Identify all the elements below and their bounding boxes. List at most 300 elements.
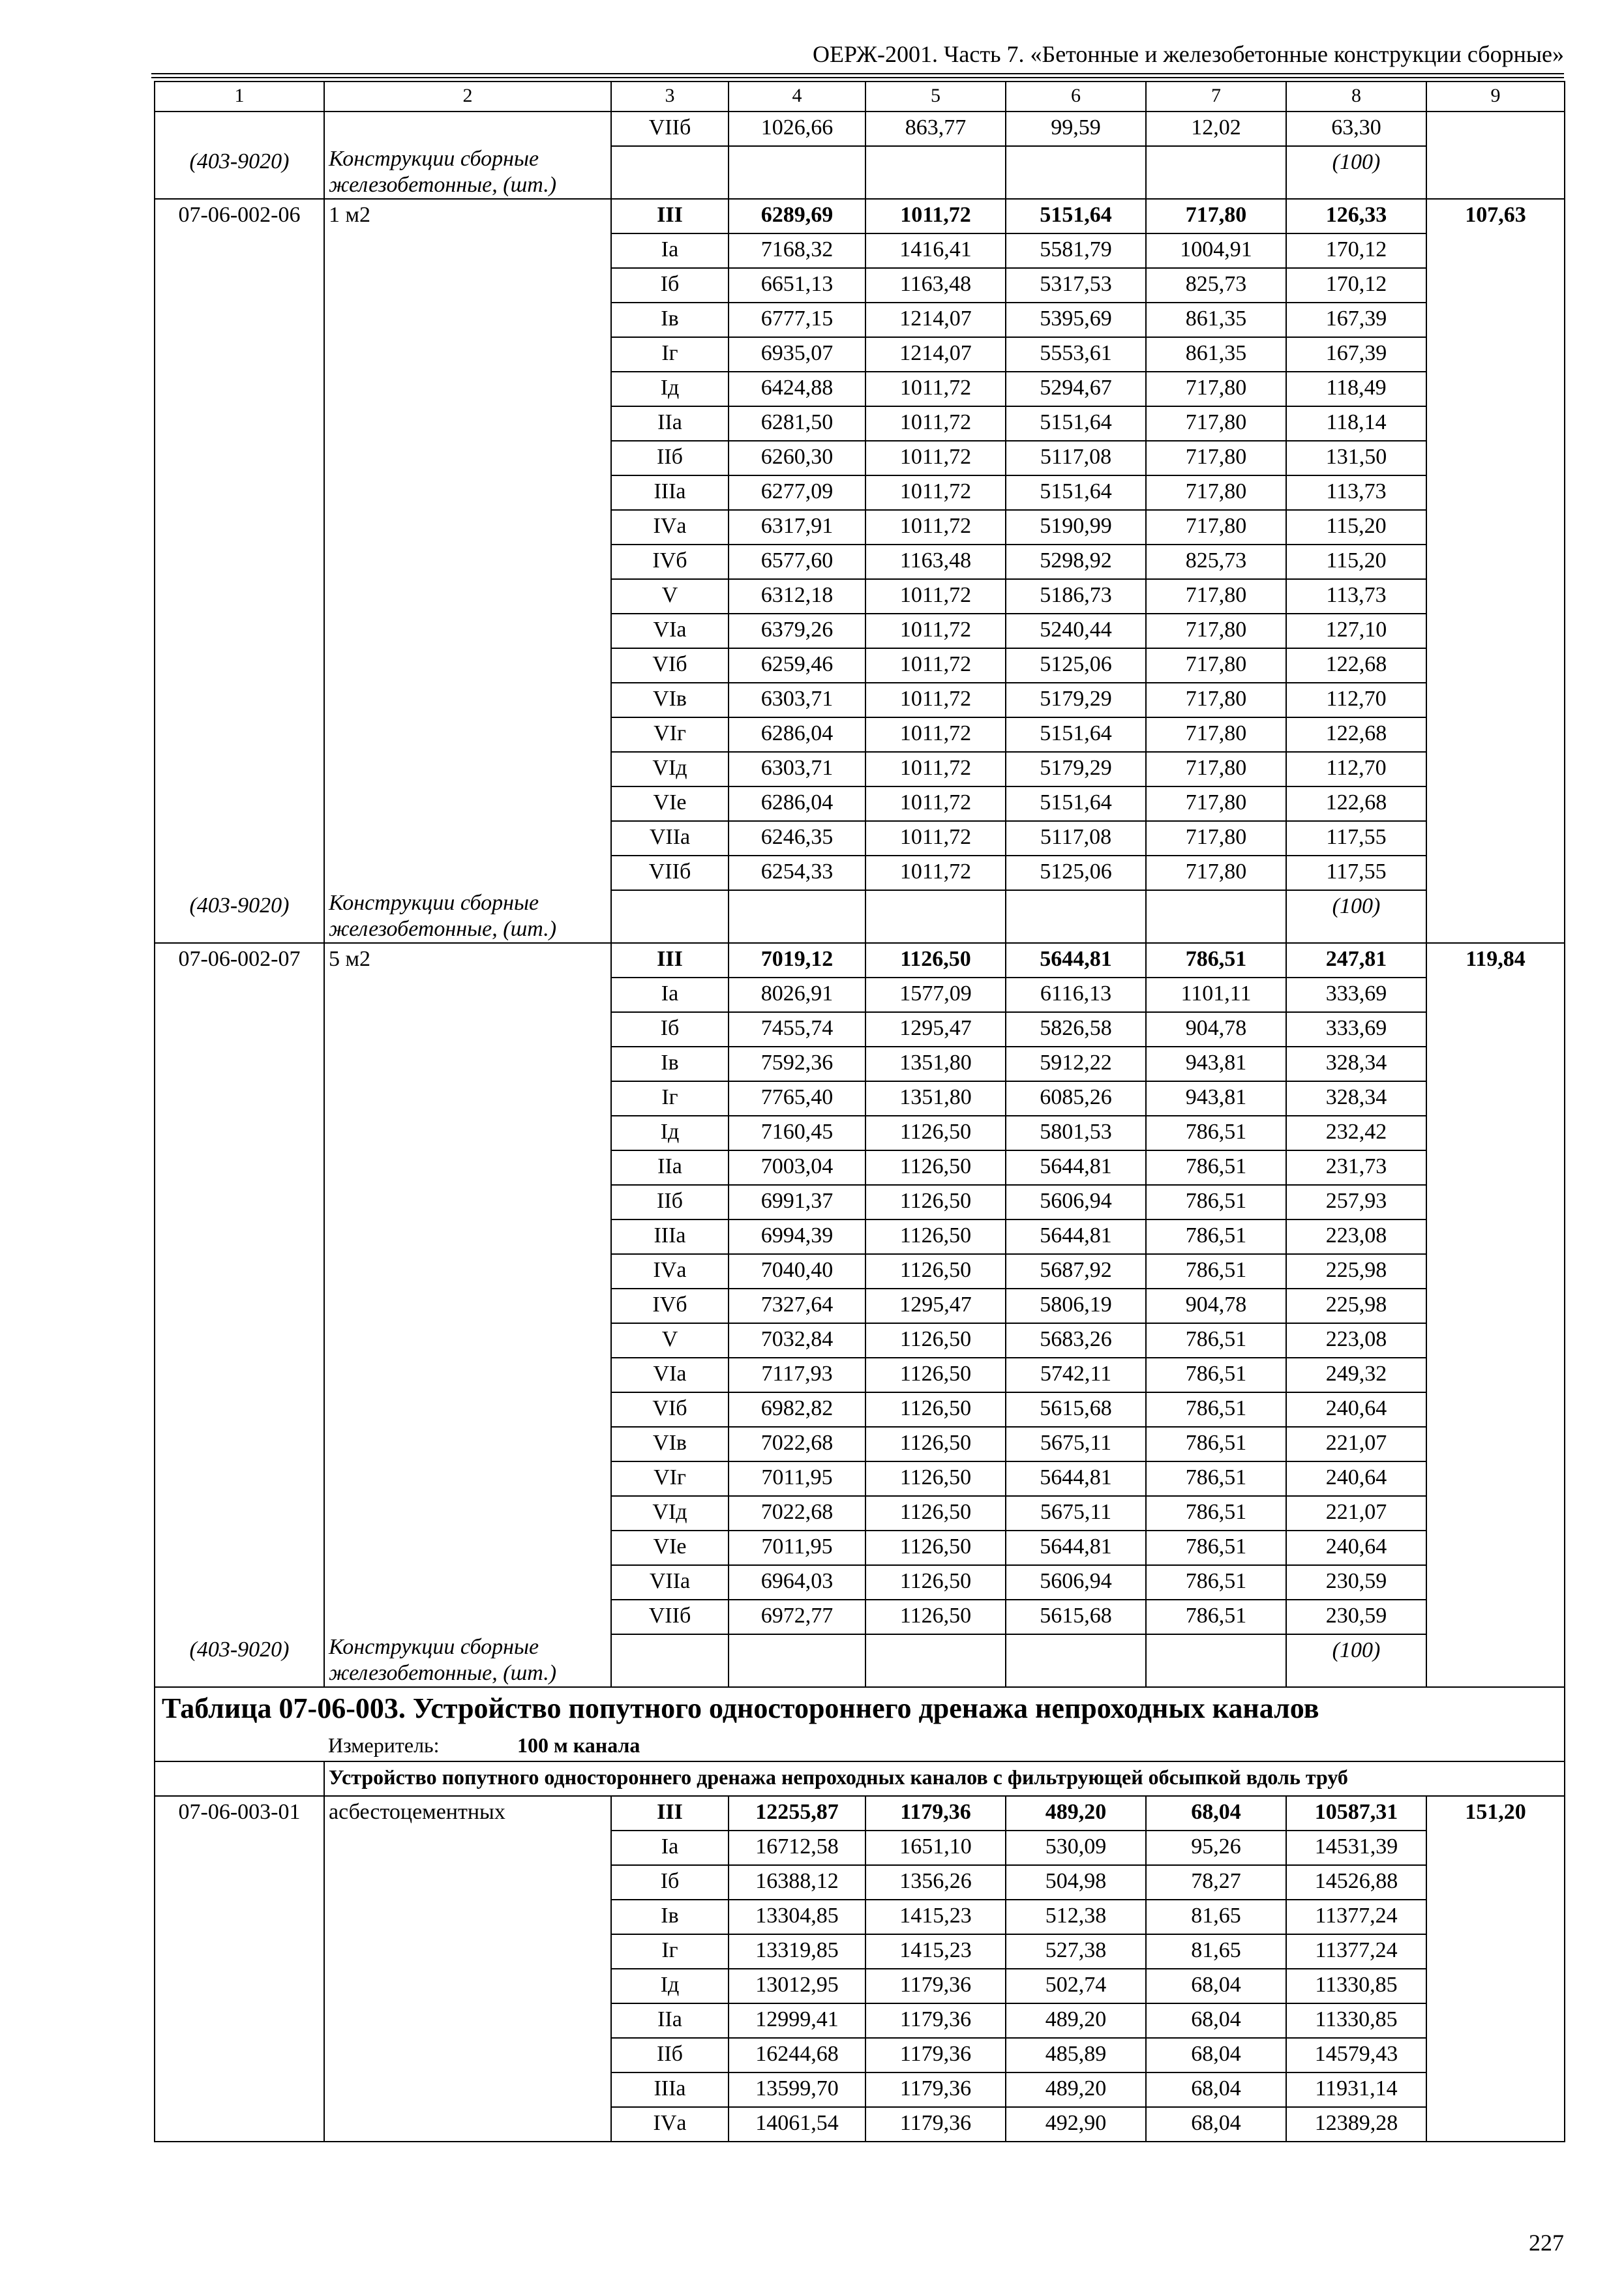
- cell-code: [155, 1392, 324, 1427]
- table-row: [155, 510, 1565, 545]
- cell-value: 1351,80: [865, 1047, 1006, 1081]
- cell-code: [155, 337, 324, 372]
- cell-value: 6964,03: [729, 1565, 865, 1600]
- cell-value: 6303,71: [729, 752, 865, 786]
- cell-value: 6991,37: [729, 1185, 865, 1219]
- cell-value: 333,69: [1286, 1012, 1426, 1047]
- cell-value: 7011,95: [729, 1461, 865, 1496]
- row-c9: 107,63: [1426, 199, 1565, 233]
- cell-unit: [324, 510, 611, 545]
- table-row: [155, 1012, 1565, 1047]
- cell-zone: IVа: [611, 2107, 729, 2142]
- cell-value: 113,73: [1286, 475, 1426, 510]
- cell-unit: [324, 406, 611, 441]
- cell-value: 504,98: [1006, 1865, 1146, 1900]
- cell-value: 717,80: [1146, 821, 1286, 856]
- cell-unit: [324, 2003, 611, 2038]
- column-number: 6: [1006, 82, 1146, 112]
- cell-value: 861,35: [1146, 337, 1286, 372]
- cell-value: 5298,92: [1006, 545, 1146, 579]
- header-rule: [151, 73, 1564, 74]
- cell-value: 1126,50: [865, 1219, 1006, 1254]
- cell-value: 230,59: [1286, 1600, 1426, 1634]
- table-row: [155, 337, 1565, 372]
- cell-code: [155, 233, 324, 268]
- cell-value: 5644,81: [1006, 1150, 1146, 1185]
- column-number: 5: [865, 82, 1006, 112]
- cell-value: 1416,41: [865, 233, 1006, 268]
- cell-value: 11931,14: [1286, 2072, 1426, 2107]
- cell-zone: III: [611, 199, 729, 233]
- cell-value: 5615,68: [1006, 1600, 1146, 1634]
- cell-zone: VIг: [611, 717, 729, 752]
- table-row: [155, 268, 1565, 303]
- cell-c9: [1426, 545, 1565, 579]
- cell-value: 115,20: [1286, 510, 1426, 545]
- cell-value: 6972,77: [729, 1600, 865, 1634]
- cell-zone: VIIа: [611, 1565, 729, 1600]
- table-row: [155, 943, 1565, 978]
- column-number: 2: [324, 82, 611, 112]
- cell-c9: [1426, 579, 1565, 614]
- cell-value: 5606,94: [1006, 1185, 1146, 1219]
- table-row: [155, 303, 1565, 337]
- cell-value: 12255,87: [729, 1796, 865, 1831]
- cell-code: [155, 1012, 324, 1047]
- cell-value: 1126,50: [865, 1531, 1006, 1565]
- cell-empty: [729, 1634, 865, 1687]
- cell-value: 7160,45: [729, 1116, 865, 1150]
- cell-value: 5826,58: [1006, 1012, 1146, 1047]
- table-row: [155, 1358, 1565, 1392]
- cell-c9: [1426, 112, 1565, 146]
- header-rule-double: [151, 77, 1564, 78]
- table-row: [155, 2003, 1565, 2038]
- cell-value: 131,50: [1286, 441, 1426, 475]
- cell-value: 1126,50: [865, 1150, 1006, 1185]
- cell-zone: IIIа: [611, 1219, 729, 1254]
- cell-zone: Iд: [611, 1969, 729, 2003]
- table-row: [155, 1900, 1565, 1934]
- cell-value: 118,14: [1286, 406, 1426, 441]
- cell-code: [155, 1047, 324, 1081]
- cell-c9: [1426, 1116, 1565, 1150]
- cell-unit: [324, 303, 611, 337]
- cell-value: 1295,47: [865, 1289, 1006, 1323]
- cell-c9: [1426, 1565, 1565, 1600]
- cell-code: [155, 752, 324, 786]
- cell-value: 5644,81: [1006, 1461, 1146, 1496]
- row-code: 07-06-002-07: [155, 943, 324, 978]
- cell-value: 333,69: [1286, 978, 1426, 1012]
- cell-value: 1011,72: [865, 475, 1006, 510]
- table-row: [155, 1323, 1565, 1358]
- cell-c9: [1426, 1219, 1565, 1254]
- cell-value: 5801,53: [1006, 1116, 1146, 1150]
- cell-value: 786,51: [1146, 1496, 1286, 1531]
- cell-value: 1651,10: [865, 1831, 1006, 1865]
- cell-value: 225,98: [1286, 1289, 1426, 1323]
- cell-unit: [324, 1185, 611, 1219]
- cell-code: [155, 717, 324, 752]
- cell-value: 6286,04: [729, 786, 865, 821]
- cell-value: 5151,64: [1006, 786, 1146, 821]
- cell-empty: [1006, 1634, 1146, 1687]
- cell-value: 1214,07: [865, 303, 1006, 337]
- cell-value: 6935,07: [729, 337, 865, 372]
- cell-value: 5317,53: [1006, 268, 1146, 303]
- cell-unit: [324, 1012, 611, 1047]
- cell-c9: [1426, 233, 1565, 268]
- cell-c9: [1426, 337, 1565, 372]
- cell-value: 7117,93: [729, 1358, 865, 1392]
- cell-value: 12999,41: [729, 2003, 865, 2038]
- cell-c9: [1426, 2038, 1565, 2072]
- cell-c9: [1426, 1150, 1565, 1185]
- cell-code: [155, 2038, 324, 2072]
- cell-value: 717,80: [1146, 441, 1286, 475]
- cell-unit: [324, 1289, 611, 1323]
- cell-value: 11377,24: [1286, 1934, 1426, 1969]
- cell-code: [155, 303, 324, 337]
- cell-empty: [865, 146, 1006, 199]
- cell-value: 68,04: [1146, 1796, 1286, 1831]
- cell-c9: [1426, 978, 1565, 1012]
- cell-zone: IIб: [611, 1185, 729, 1219]
- cell-empty: [865, 1634, 1006, 1687]
- table-row: [155, 1865, 1565, 1900]
- cell-value: 6085,26: [1006, 1081, 1146, 1116]
- cell-zone: Iа: [611, 1831, 729, 1865]
- cell-value: 530,09: [1006, 1831, 1146, 1865]
- table-row: [155, 1219, 1565, 1254]
- table-row: [155, 2107, 1565, 2142]
- running-header: ОЕРЖ-2001. Часть 7. «Бетонные и железобетонные конструкции сборные»: [813, 41, 1564, 67]
- cell-value: 489,20: [1006, 2003, 1146, 2038]
- cell-code: [155, 1831, 324, 1865]
- table-row: [155, 1427, 1565, 1461]
- cell-value: 786,51: [1146, 1323, 1286, 1358]
- cell-value: 786,51: [1146, 943, 1286, 978]
- cell-c9: [1426, 475, 1565, 510]
- cell-zone: Iб: [611, 1012, 729, 1047]
- cell-code: [155, 1900, 324, 1934]
- cell-value: 5912,22: [1006, 1047, 1146, 1081]
- cell-zone: Iа: [611, 233, 729, 268]
- table-row: [155, 683, 1565, 717]
- cell-value: 1126,50: [865, 1392, 1006, 1427]
- cell-value: 904,78: [1146, 1012, 1286, 1047]
- cell-zone: VIб: [611, 648, 729, 683]
- cell-value: 232,42: [1286, 1116, 1426, 1150]
- cell-value: 717,80: [1146, 579, 1286, 614]
- cell-value: 5151,64: [1006, 406, 1146, 441]
- cell-value: 221,07: [1286, 1496, 1426, 1531]
- cell-unit: [324, 1254, 611, 1289]
- cell-unit: [324, 1219, 611, 1254]
- cell-value: 786,51: [1146, 1531, 1286, 1565]
- cell-unit: [324, 1461, 611, 1496]
- cell-value: 786,51: [1146, 1219, 1286, 1254]
- cell-value: 861,35: [1146, 303, 1286, 337]
- cell-zone: IIа: [611, 406, 729, 441]
- cell-code: [155, 372, 324, 406]
- cell-unit: [324, 545, 611, 579]
- cell-c9: [1426, 1969, 1565, 2003]
- cell-value: 5606,94: [1006, 1565, 1146, 1600]
- cell-code: [155, 475, 324, 510]
- cell-value: 1295,47: [865, 1012, 1006, 1047]
- cell-value: 1577,09: [865, 978, 1006, 1012]
- column-number: 1: [155, 82, 324, 112]
- row-unit: 1 м2: [324, 199, 611, 233]
- cell-value: 7003,04: [729, 1150, 865, 1185]
- cell-zone: Iб: [611, 1865, 729, 1900]
- row-code: 07-06-002-06: [155, 199, 324, 233]
- cell-value: 1011,72: [865, 856, 1006, 890]
- cell-empty: [611, 890, 729, 943]
- cell-value: 225,98: [1286, 1254, 1426, 1289]
- cell-value: 717,80: [1146, 372, 1286, 406]
- cell-value: 1356,26: [865, 1865, 1006, 1900]
- cell-unit: [324, 2038, 611, 2072]
- cell-value: 112,70: [1286, 683, 1426, 717]
- cell-code: [155, 1185, 324, 1219]
- cell-value: 6259,46: [729, 648, 865, 683]
- cell-value: 5395,69: [1006, 303, 1146, 337]
- cell-value: 16712,58: [729, 1831, 865, 1865]
- cell-value: 7592,36: [729, 1047, 865, 1081]
- cell-value: 904,78: [1146, 1289, 1286, 1323]
- cell-unit: [324, 1496, 611, 1531]
- table-row: [155, 1254, 1565, 1289]
- cell-unit: [324, 1969, 611, 2003]
- cell-value: 12,02: [1146, 112, 1286, 146]
- cell-value: 1126,50: [865, 1565, 1006, 1600]
- cell-value: 6577,60: [729, 545, 865, 579]
- cell-zone: IIа: [611, 2003, 729, 2038]
- cell-value: 7765,40: [729, 1081, 865, 1116]
- column-number-row: [155, 82, 1565, 112]
- cell-zone: V: [611, 1323, 729, 1358]
- cell-unit: [324, 752, 611, 786]
- cell-zone: Iг: [611, 1934, 729, 1969]
- cell-empty: [729, 890, 865, 943]
- cell-c9: [1426, 1934, 1565, 1969]
- cell-value: 122,68: [1286, 786, 1426, 821]
- cell-c9: [1426, 890, 1565, 943]
- resource-name: Конструкции сборные железобетонные, (шт.): [324, 146, 611, 199]
- table-row: [155, 372, 1565, 406]
- cell-c9: [1426, 1461, 1565, 1496]
- cell-value: 717,80: [1146, 199, 1286, 233]
- cell-c9: [1426, 146, 1565, 199]
- table-row: [155, 1831, 1565, 1865]
- cell-unit: [324, 112, 611, 146]
- table-row: [155, 1565, 1565, 1600]
- cell-c9: [1426, 1392, 1565, 1427]
- cell-value: 5179,29: [1006, 683, 1146, 717]
- cell-value: 170,12: [1286, 233, 1426, 268]
- cell-value: 13599,70: [729, 2072, 865, 2107]
- cell-value: 6312,18: [729, 579, 865, 614]
- cell-unit: [324, 1934, 611, 1969]
- table-row: [155, 406, 1565, 441]
- cell-code: [155, 2107, 324, 2142]
- cell-c9: [1426, 406, 1565, 441]
- cell-value: 717,80: [1146, 475, 1286, 510]
- table-row: [155, 1531, 1565, 1565]
- cell-value: 68,04: [1146, 2072, 1286, 2107]
- cell-code: [155, 1461, 324, 1496]
- cell-zone: VIа: [611, 1358, 729, 1392]
- cell-value: 5294,67: [1006, 372, 1146, 406]
- cell-value: 167,39: [1286, 303, 1426, 337]
- cell-unit: [324, 1565, 611, 1600]
- resource-code: (403-9020): [155, 146, 324, 199]
- cell-value: 1011,72: [865, 752, 1006, 786]
- cell-value: 502,74: [1006, 1969, 1146, 2003]
- cell-zone: VIв: [611, 683, 729, 717]
- cell-value: 7032,84: [729, 1323, 865, 1358]
- cell-value: 6317,91: [729, 510, 865, 545]
- cell-unit: [324, 268, 611, 303]
- cell-unit: [324, 614, 611, 648]
- table-title: Таблица 07-06-003. Устройство попутного одностороннего дренажа непроходных каналов: [155, 1687, 1565, 1731]
- cell-code: [155, 1865, 324, 1900]
- cell-value: 7455,74: [729, 1012, 865, 1047]
- cell-value: 485,89: [1006, 2038, 1146, 2072]
- table-row: [155, 786, 1565, 821]
- cell-value: 5644,81: [1006, 943, 1146, 978]
- cell-value: 1011,72: [865, 683, 1006, 717]
- cell-value: 63,30: [1286, 112, 1426, 146]
- cell-zone: IVа: [611, 1254, 729, 1289]
- cell-value: 1179,36: [865, 1969, 1006, 2003]
- cell-value: 5615,68: [1006, 1392, 1146, 1427]
- cell-unit: [324, 821, 611, 856]
- cell-code: [155, 786, 324, 821]
- table-row: [155, 475, 1565, 510]
- cell-value: 240,64: [1286, 1531, 1426, 1565]
- cell-value: 117,55: [1286, 821, 1426, 856]
- cell-zone: III: [611, 1796, 729, 1831]
- table-row: [155, 1934, 1565, 1969]
- cell-value: 16388,12: [729, 1865, 865, 1900]
- cell-code: [155, 1289, 324, 1323]
- meter-cell: [324, 1731, 1565, 1761]
- cell-unit: [324, 441, 611, 475]
- cell-value: 6254,33: [729, 856, 865, 890]
- cell-value: 1126,50: [865, 1496, 1006, 1531]
- cell-value: 786,51: [1146, 1116, 1286, 1150]
- cell-unit: [324, 717, 611, 752]
- meter-label: Измеритель:: [328, 1733, 440, 1757]
- cell-value: 230,59: [1286, 1565, 1426, 1600]
- resource-code: (403-9020): [155, 890, 324, 943]
- cell-value: 5644,81: [1006, 1531, 1146, 1565]
- cell-value: 1351,80: [865, 1081, 1006, 1116]
- table-row: [155, 545, 1565, 579]
- table-row: [155, 717, 1565, 752]
- cell-c9: [1426, 1289, 1565, 1323]
- table-row: [155, 1969, 1565, 2003]
- table-row: [155, 1796, 1565, 1831]
- cell-zone: VIа: [611, 614, 729, 648]
- cell-value: 221,07: [1286, 1427, 1426, 1461]
- cell-code: [155, 1934, 324, 1969]
- table-row: [155, 199, 1565, 233]
- cell-code: [155, 1427, 324, 1461]
- cell-value: 7019,12: [729, 943, 865, 978]
- cell-value: 5125,06: [1006, 856, 1146, 890]
- cell-c9: [1426, 303, 1565, 337]
- cell-empty: [611, 1634, 729, 1687]
- row-c9: 151,20: [1426, 1796, 1565, 1831]
- cell-value: 1011,72: [865, 406, 1006, 441]
- cell-value: 6994,39: [729, 1219, 865, 1254]
- cell-c9: [1426, 1012, 1565, 1047]
- cell-value: 786,51: [1146, 1254, 1286, 1289]
- resource-row: [155, 1634, 1565, 1687]
- cell-value: 1163,48: [865, 268, 1006, 303]
- cell-zone: V: [611, 579, 729, 614]
- table-row: [155, 1185, 1565, 1219]
- cell-unit: [324, 786, 611, 821]
- table-row: [155, 1392, 1565, 1427]
- cell-value: 527,38: [1006, 1934, 1146, 1969]
- cell-value: 943,81: [1146, 1047, 1286, 1081]
- cell-value: 717,80: [1146, 856, 1286, 890]
- column-number: 8: [1286, 82, 1426, 112]
- cell-value: 1179,36: [865, 2072, 1006, 2107]
- cell-code: [155, 406, 324, 441]
- cell-code: [155, 268, 324, 303]
- cell-code: [155, 1116, 324, 1150]
- subsection-title: Устройство попутного одностороннего дренажа непроходных каналов с фильтрующей обсыпкой вдоль труб: [324, 1761, 1565, 1796]
- page-number: 227: [1529, 2230, 1564, 2256]
- cell-value: 5151,64: [1006, 199, 1146, 233]
- cell-unit: [324, 337, 611, 372]
- cell-value: 7011,95: [729, 1531, 865, 1565]
- cell-code: [155, 1531, 324, 1565]
- cell-value: 68,04: [1146, 2107, 1286, 2142]
- cell-value: 1011,72: [865, 510, 1006, 545]
- cell-zone: VIIа: [611, 821, 729, 856]
- cell-empty: [865, 890, 1006, 943]
- cell-code: [155, 545, 324, 579]
- cell-value: 247,81: [1286, 943, 1426, 978]
- table-row: [155, 579, 1565, 614]
- cell-value: 1101,11: [1146, 978, 1286, 1012]
- cell-c9: [1426, 1185, 1565, 1219]
- cell-unit: [324, 1116, 611, 1150]
- cell-value: 943,81: [1146, 1081, 1286, 1116]
- cell-empty: [1146, 890, 1286, 943]
- cell-value: 6424,88: [729, 372, 865, 406]
- cell-c9: [1426, 1831, 1565, 1865]
- cell-unit: [324, 1358, 611, 1392]
- cell-value: 7040,40: [729, 1254, 865, 1289]
- cell-unit: [324, 1531, 611, 1565]
- cell-value: 78,27: [1146, 1865, 1286, 1900]
- cell-c9: [1426, 2003, 1565, 2038]
- cell-unit: [324, 233, 611, 268]
- cell-code: [155, 614, 324, 648]
- cell-code: [155, 683, 324, 717]
- cell-value: 5190,99: [1006, 510, 1146, 545]
- cell-value: 717,80: [1146, 406, 1286, 441]
